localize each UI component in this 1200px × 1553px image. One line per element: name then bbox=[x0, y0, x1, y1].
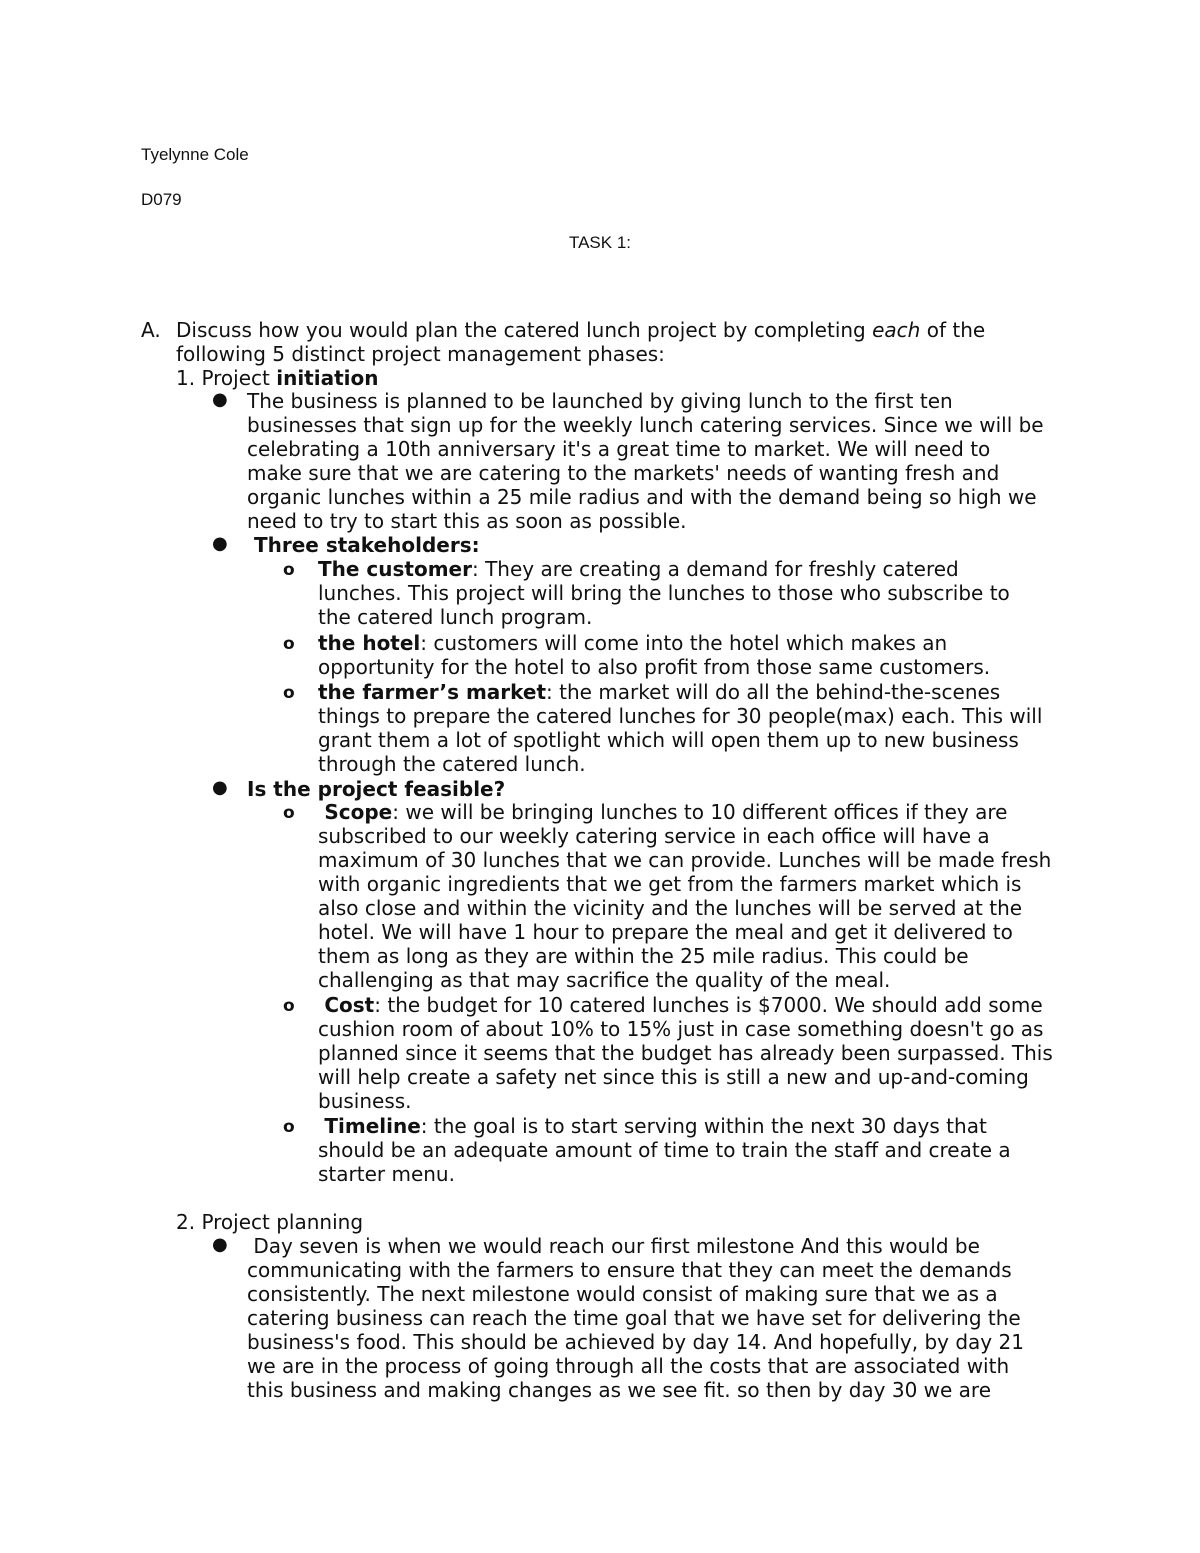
sub-bullet-icon: o bbox=[283, 683, 295, 703]
phase2-bullet-text: Day seven is when we would reach our first milestone And this would be communicating with the farmers to ensure that they can meet the demands consistently. The next milestone would consist of making sure that we as a catering business can reach the time goal that we have set for delivering the business's food. This should be achieved by day 14. And hopefully, by day 21 we are in the process of going through all the costs that are associated with this business and making changes as we see fit. so then by day 30 we are bbox=[247, 1234, 1024, 1402]
stakeholders-heading: Three stakeholders: bbox=[254, 533, 480, 557]
sub-bullet-icon: o bbox=[283, 1117, 295, 1137]
bullet-icon: ● bbox=[212, 389, 228, 410]
feasible-heading: Is the project feasible? bbox=[247, 777, 506, 801]
sub-bullet-icon: o bbox=[283, 996, 295, 1016]
stakeholder-item: the farmer’s market: the market will do all the behind-the-scenes things to prepare the catered lunches for 30 people(max) each. This will grant them a lot of spotlight which will open them up to new business through the catered lunch. bbox=[318, 680, 1043, 776]
sub-bullet-icon: o bbox=[283, 803, 295, 823]
author-name: Tyelynne Cole bbox=[141, 145, 249, 164]
stakeholder-item: The customer: They are creating a demand for freshly catered lunches. This project will bring the lunches to those who subscribe to the catered lunch program. bbox=[318, 557, 1010, 629]
phase1-bullet-text: The business is planned to be launched by giving lunch to the first ten businesses that sign up for the weekly lunch catering services. Since we will be celebrating a 10th anniversary it's a great time to market. We will need to make sure that we are catering to the markets' needs of wanting fresh and organic lunches within a 25 mile radius and with the demand being so high we need to try to start this as soon as possible. bbox=[247, 389, 1044, 533]
section-a-marker: A. bbox=[141, 318, 161, 342]
course-code: D079 bbox=[141, 190, 182, 209]
feasibility-item: Timeline: the goal is to start serving within the next 30 days that should be an adequate amount of time to train the staff and create a starter menu. bbox=[318, 1114, 1011, 1186]
bullet-icon: ● bbox=[212, 1234, 228, 1255]
sub-bullet-icon: o bbox=[283, 560, 295, 580]
bullet-icon: ● bbox=[212, 777, 228, 798]
section-a-intro: Discuss how you would plan the catered lunch project by completing each of the bbox=[176, 318, 986, 342]
phase2-heading: 2. Project planning bbox=[176, 1210, 364, 1234]
bullet-icon: ● bbox=[212, 533, 228, 554]
section-a-intro-line2: following 5 distinct project management phases: bbox=[176, 342, 665, 366]
task-title: TASK 1: bbox=[568, 233, 632, 252]
feasibility-item: Cost: the budget for 10 catered lunches is $7000. We should add some cushion room of about 10% to 15% just in case something doesn't go as planned since it seems that the budget has already been surpassed. This will help create a safety net since this is still a new and up-and-coming business. bbox=[318, 993, 1053, 1113]
stakeholder-item: the hotel: customers will come into the hotel which makes an opportunity for the hotel to also profit from those same customers. bbox=[318, 631, 991, 679]
feasibility-item: Scope: we will be bringing lunches to 10 different offices if they are subscribed to our weekly catering service in each office will have a maximum of 30 lunches that we can provide. Lunches will be made fresh with organic ingredients that we get from the farmers market which is also close and within the vicinity and the lunches will be served at the hotel. We will have 1 hour to prepare the meal and get it delivered to them as long as they are within the 25 mile radius. This could be challenging as that may sacrifice the quality of the meal. bbox=[318, 800, 1052, 992]
phase1-heading: 1. Project initiation bbox=[176, 366, 379, 390]
sub-bullet-icon: o bbox=[283, 634, 295, 654]
